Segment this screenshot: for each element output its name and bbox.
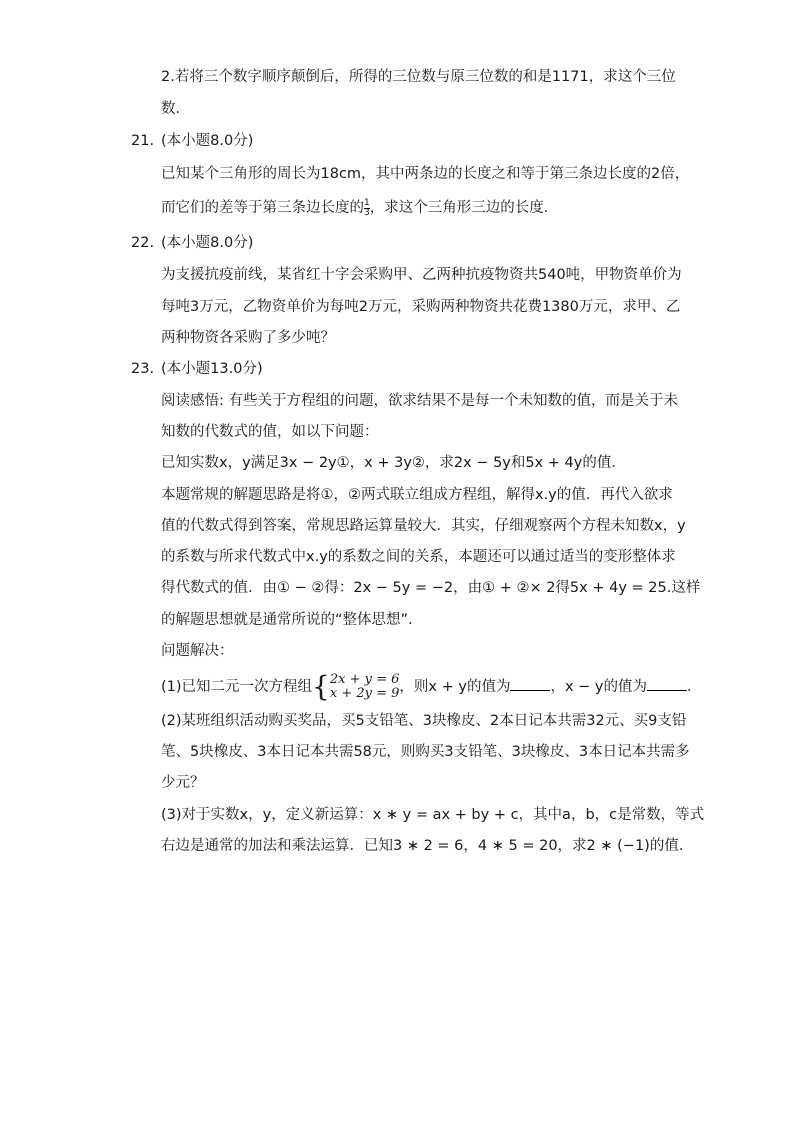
answer-blank-1[interactable] bbox=[510, 676, 550, 691]
q23-line-5: 值的代数式得到答案，常规思路运算量较大．其实，仔细观察两个方程未知数x，y bbox=[161, 518, 686, 534]
q23-part-1 bbox=[161, 672, 701, 702]
q23-line-6: 的系数与所求代数式中x.y的系数之间的关系，本题还可以通过适当的变形整体求 bbox=[161, 549, 676, 565]
part1-text-c: ，x − y的值为 bbox=[550, 679, 647, 695]
part1-text-d: ． bbox=[686, 679, 702, 695]
fraction-denominator: 3 bbox=[364, 207, 370, 218]
q23-line-3: 已知实数x，y满足3x − 2y①，x + 3y②，求2x − 5y和5x + 4y的值． bbox=[161, 455, 626, 471]
q20-line-2: 数． bbox=[161, 101, 190, 117]
q23-number: 23. bbox=[131, 361, 155, 377]
q22-line-3: 两种物资各采购了多少吨？ bbox=[161, 330, 335, 346]
q23-line-1: 阅读感悟: 有些关于方程组的问题，欲求结果不是每一个未知数的值，而是关于未 bbox=[161, 393, 678, 409]
equation-2: x + 2y = 9 bbox=[329, 686, 400, 701]
q21-header: (本小题8.0分) bbox=[161, 133, 254, 149]
q22-line-1: 为支援抗疫前线，某省红十字会采购甲、乙两种抗疫物资共540吨，甲物资单价为 bbox=[161, 267, 682, 283]
q23-part-2-line-1: (2)某班组织活动购买奖品，买5支铅笔、3块橡皮、2本日记本共需32元、买9支铅 bbox=[161, 713, 687, 729]
q23-line-2: 知数的代数式的值，如以下问题： bbox=[161, 424, 379, 440]
q21-number: 21. bbox=[131, 133, 155, 149]
q21-line-1: 已知某个三角形的周长为18cm，其中两条边的长度之和等于第三条边长度的2倍， bbox=[161, 166, 690, 182]
q23-part-2-line-3: 少元？ bbox=[161, 775, 205, 791]
part1-text-a: (1)已知二元一次方程组 bbox=[161, 679, 313, 695]
q23-part-3-line-2: 右边是通常的加法和乘法运算．已知3 ∗ 2 = 6，4 ∗ 5 = 20，求2 ∗ (−1)的值． bbox=[161, 838, 694, 854]
fraction-numerator: 1 bbox=[364, 197, 370, 208]
q21-text-a: 而它们的差等于第三条边长度的 bbox=[161, 200, 364, 216]
equation-system bbox=[312, 670, 400, 703]
q21-text-b: ，求这个三角形三边的长度． bbox=[369, 200, 559, 216]
q23-header: (本小题13.0分) bbox=[161, 361, 263, 377]
part1-text-b: ，则x + y的值为 bbox=[399, 679, 511, 695]
q22-header: (本小题8.0分) bbox=[161, 235, 254, 251]
q23-line-9: 问题解决： bbox=[161, 643, 234, 659]
q20-line-1: 2.若将三个数字顺序颠倒后，所得的三位数与原三位数的和是1171，求这个三位 bbox=[161, 69, 676, 85]
q23-line-8: 的解题思想就是通常所说的“整体思想”． bbox=[161, 612, 423, 628]
q23-line-7: 得代数式的值．由① − ②得：2x − 5y = −2，由① + ②× 2得5x + 4y = 25.这样 bbox=[161, 580, 701, 596]
brace-icon: { bbox=[312, 670, 330, 703]
answer-blank-2[interactable] bbox=[647, 676, 687, 691]
q22-line-2: 每吨3万元，乙物资单价为每吨2万元，采购两种物资共花费1380万元，求甲、乙 bbox=[161, 299, 681, 315]
q23-line-4: 本题常规的解题思路是将①，②两式联立组成方程组，解得x.y的值．再代入欲求 bbox=[161, 487, 673, 503]
q23-part-2-line-2: 笔、5块橡皮、3本日记本共需58元，则购买3支铅笔、3块橡皮、3本日记本共需多 bbox=[161, 744, 690, 760]
equation-1: 2x + y = 6 bbox=[329, 672, 400, 687]
q21-line-2 bbox=[161, 198, 558, 218]
q22-number: 22. bbox=[131, 235, 155, 251]
q23-part-3-line-1: (3)对于实数x，y，定义新运算：x ∗ y = ax + by + c，其中a，b，c是常数，等式 bbox=[161, 807, 705, 823]
